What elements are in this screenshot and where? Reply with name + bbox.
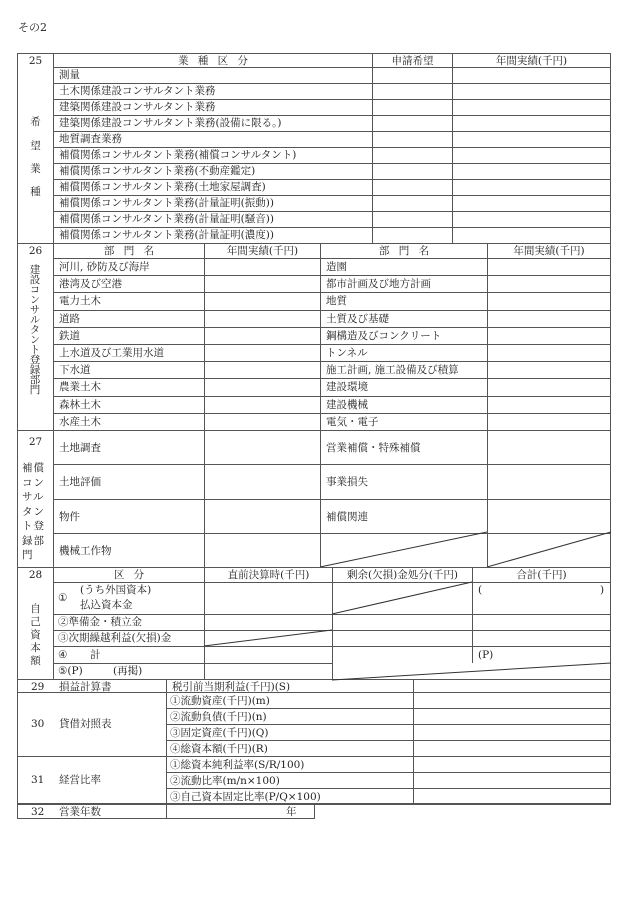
dept-name-left: 道路 [59,313,80,325]
dept-name-left: 水産土木 [59,416,101,428]
dept-name-right: 造園 [326,261,347,273]
column-header-annual-left: 年間実績(千円) [226,245,299,257]
dept-name-right: 補償関連 [326,511,368,523]
row-label: 払込資本金 [80,599,133,611]
paren-open: ( [478,584,483,596]
slash-cell [204,630,332,646]
slash-cell [332,663,611,680]
side-label-line: タン [22,505,45,518]
column-header-total: 合計(千円) [516,569,567,581]
side-label: 自 己 資 本 額 [30,603,41,667]
slash-cell [320,532,487,567]
apply-checkbox-cell[interactable] [373,116,452,131]
row-label: ③次期繰越利益(欠損)金 [58,632,172,644]
item-label: 税引前当期利益(千円)(S) [172,681,291,693]
column-header-dept-right: 部 門 名 [378,245,430,257]
annual-amount-cell[interactable] [453,228,610,243]
dept-name-right: 建設環境 [326,381,368,393]
business-type-row: 土木関係建設コンサルタント業務 [59,85,216,97]
annual-amount-cell[interactable] [453,180,610,195]
row-label: (うち外国資本) [80,584,152,596]
item-label: ②流動負債(千円)(n) [170,711,267,723]
apply-checkbox-cell[interactable] [373,84,452,99]
column-header-annual-right: 年間実績(千円) [513,245,585,257]
annual-amount-cell[interactable] [453,148,610,163]
section-number: 25 [28,55,43,67]
annual-amount-cell[interactable] [488,311,610,327]
item-label: ①流動資産(千円)(m) [170,695,270,707]
item-label: ④総資本額(千円)(R) [170,743,268,755]
row-label: ②準備金・積立金 [58,616,142,628]
slash-cell [332,582,472,614]
annual-amount-cell[interactable] [488,259,610,275]
apply-checkbox-cell[interactable] [373,148,452,163]
section-label: 損益計算書 [59,681,112,693]
side-label-char: 種 [30,186,41,198]
annual-amount-cell[interactable] [453,68,610,83]
side-label-line: 門 [22,549,34,561]
side-label: 建設コンサルタント登録部門 [28,264,41,394]
annual-amount-cell[interactable] [488,345,610,361]
annual-amount-cell[interactable] [205,276,320,292]
apply-checkbox-cell[interactable] [373,68,452,83]
section-number: 27 [28,436,43,448]
business-type-row: 補償関係コンサルタント業務(不動産鑑定) [59,165,256,177]
row-circle: ④ [58,649,68,661]
business-type-row: 補償関係コンサルタント業務(計量証明(振動)) [59,197,274,209]
business-type-row: 測量 [59,69,80,81]
business-type-row: 地質調査業務 [59,133,122,145]
annual-amount-cell[interactable] [453,132,610,147]
dept-name-right: 都市計画及び地方計画 [326,278,431,290]
dept-name-left: 上水道及び工業用水道 [59,347,164,359]
business-type-row: 補償関係コンサルタント業務(計量証明(騒音)) [59,213,274,225]
annual-amount-cell[interactable] [453,100,610,115]
dept-name-right: 地質 [326,295,347,307]
dept-name-left: 土地調査 [59,442,101,454]
annual-amount-cell[interactable] [488,414,610,430]
column-header-annual: 年間実績(千円) [495,55,568,67]
section-number: 28 [28,569,43,581]
section-label: 貸借対照表 [59,718,112,730]
apply-checkbox-cell[interactable] [373,180,452,195]
dept-name-left: 港湾及び空港 [59,278,122,290]
dept-name-left: 物件 [59,511,80,523]
item-label: ③自己資本固定比率(P/Q×100) [170,791,321,803]
dept-name-left: 河川, 砂防及び海岸 [59,261,150,273]
dept-name-right: 建設機械 [326,399,368,411]
apply-checkbox-cell[interactable] [373,228,452,243]
side-label-char: 望 [30,140,41,152]
business-type-row: 補償関係コンサルタント業務(土地家屋調査) [59,181,266,193]
annual-amount-cell[interactable] [453,84,610,99]
dept-name-left: 鉄道 [59,330,80,342]
column-header-prev: 直前決算時(千円) [227,569,310,581]
annual-amount-cell[interactable] [488,328,610,344]
apply-checkbox-cell[interactable] [373,100,452,115]
side-label-line: ト登 [22,520,45,532]
annual-amount-cell[interactable] [488,293,610,309]
dept-name-right: 電気・電子 [326,416,379,428]
side-label-line: コン [22,476,45,489]
item-label: ①総資本純利益率(S/R/100) [170,759,305,771]
section-number: 31 [31,774,45,786]
annual-amount-cell[interactable] [205,500,320,533]
item-label: ②流動比率(m/n×100) [170,775,280,787]
annual-amount-cell[interactable] [205,328,320,344]
column-header-category: 区 分 [113,569,145,581]
section-label: 経営比率 [59,774,101,786]
section-number: 29 [31,681,45,693]
row-circle: ① [58,592,68,604]
row-label: 計 [90,649,101,661]
apply-checkbox-cell[interactable] [373,132,452,147]
annual-amount-cell[interactable] [453,164,610,179]
section-number: 32 [31,806,45,818]
column-header-surplus: 剰余(欠損)金処分(千円) [347,569,458,581]
dept-name-left: 土地評価 [59,476,101,488]
column-header-dept-left: 部 門 名 [103,245,155,257]
dept-name-right: 施工計画, 施工設備及び積算 [326,364,459,376]
annual-amount-cell[interactable] [205,345,320,361]
side-label-line: サル [22,491,45,503]
dept-name-right: 事業損失 [326,476,368,488]
section-label: 営業年数 [59,806,101,818]
annual-amount-cell[interactable] [205,379,320,395]
page-label: その2 [18,21,47,34]
annual-amount-cell[interactable] [205,534,320,567]
annual-amount-cell[interactable] [205,397,320,413]
dept-name-right: 営業補償・特殊補償 [326,442,421,454]
dept-name-right: 土質及び基礎 [326,313,389,325]
apply-checkbox-cell[interactable] [373,164,452,179]
annual-amount-cell[interactable] [205,431,320,464]
annual-amount-cell[interactable] [453,212,610,227]
annual-amount-cell[interactable] [488,276,610,292]
side-label-line: 録部 [22,534,45,547]
business-type-row: 建築関係建設コンサルタント業務 [59,101,216,113]
item-label: ③固定資産(千円)(Q) [170,727,269,739]
financial-table-frame [17,680,611,804]
section-number: 30 [31,718,45,730]
annual-amount-cell[interactable] [205,362,320,378]
annual-amount-cell[interactable] [205,259,320,275]
business-type-row: 補償関係コンサルタント業務(計量証明(濃度)) [59,229,274,241]
column-header-apply: 申請希望 [391,55,434,67]
annual-amount-cell[interactable] [205,414,320,430]
row-note: (再掲) [113,665,143,677]
dept-name-left: 機械工作物 [59,545,112,557]
row-label: ⑤(P) [58,665,83,677]
slash-cell [487,532,611,567]
dept-name-right: 鋼構造及びコンクリート [326,330,442,342]
business-type-row: 補償関係コンサルタント業務(補償コンサルタント) [59,149,297,161]
dept-name-left: 森林土木 [59,399,101,411]
apply-checkbox-cell[interactable] [373,212,452,227]
dept-name-left: 農業土木 [59,381,101,393]
years-unit: 年 [286,806,297,818]
column-header-category: 業 種 区 分 [177,55,248,67]
dept-name-left: 電力土木 [59,295,101,307]
annual-amount-cell[interactable] [453,196,610,211]
paren-close: ) [600,584,605,596]
annual-amount-cell[interactable] [488,397,610,413]
dept-name-right: トンネル [326,347,368,359]
business-type-row: 建築関係建設コンサルタント業務(設備に限る。) [59,117,282,129]
side-label-char: 業 [30,163,41,175]
section-number: 26 [28,245,43,257]
annual-amount-cell[interactable] [205,293,320,309]
total-p-label: (P) [478,649,494,661]
annual-amount-cell[interactable] [205,465,320,498]
apply-checkbox-cell[interactable] [373,196,452,211]
annual-amount-cell[interactable] [488,362,610,378]
annual-amount-cell[interactable] [453,116,610,131]
side-label-line: 補償 [22,462,45,474]
annual-amount-cell[interactable] [488,379,610,395]
annual-amount-cell[interactable] [205,311,320,327]
side-label-char: 希 [30,116,41,128]
dept-name-left: 下水道 [59,364,91,376]
